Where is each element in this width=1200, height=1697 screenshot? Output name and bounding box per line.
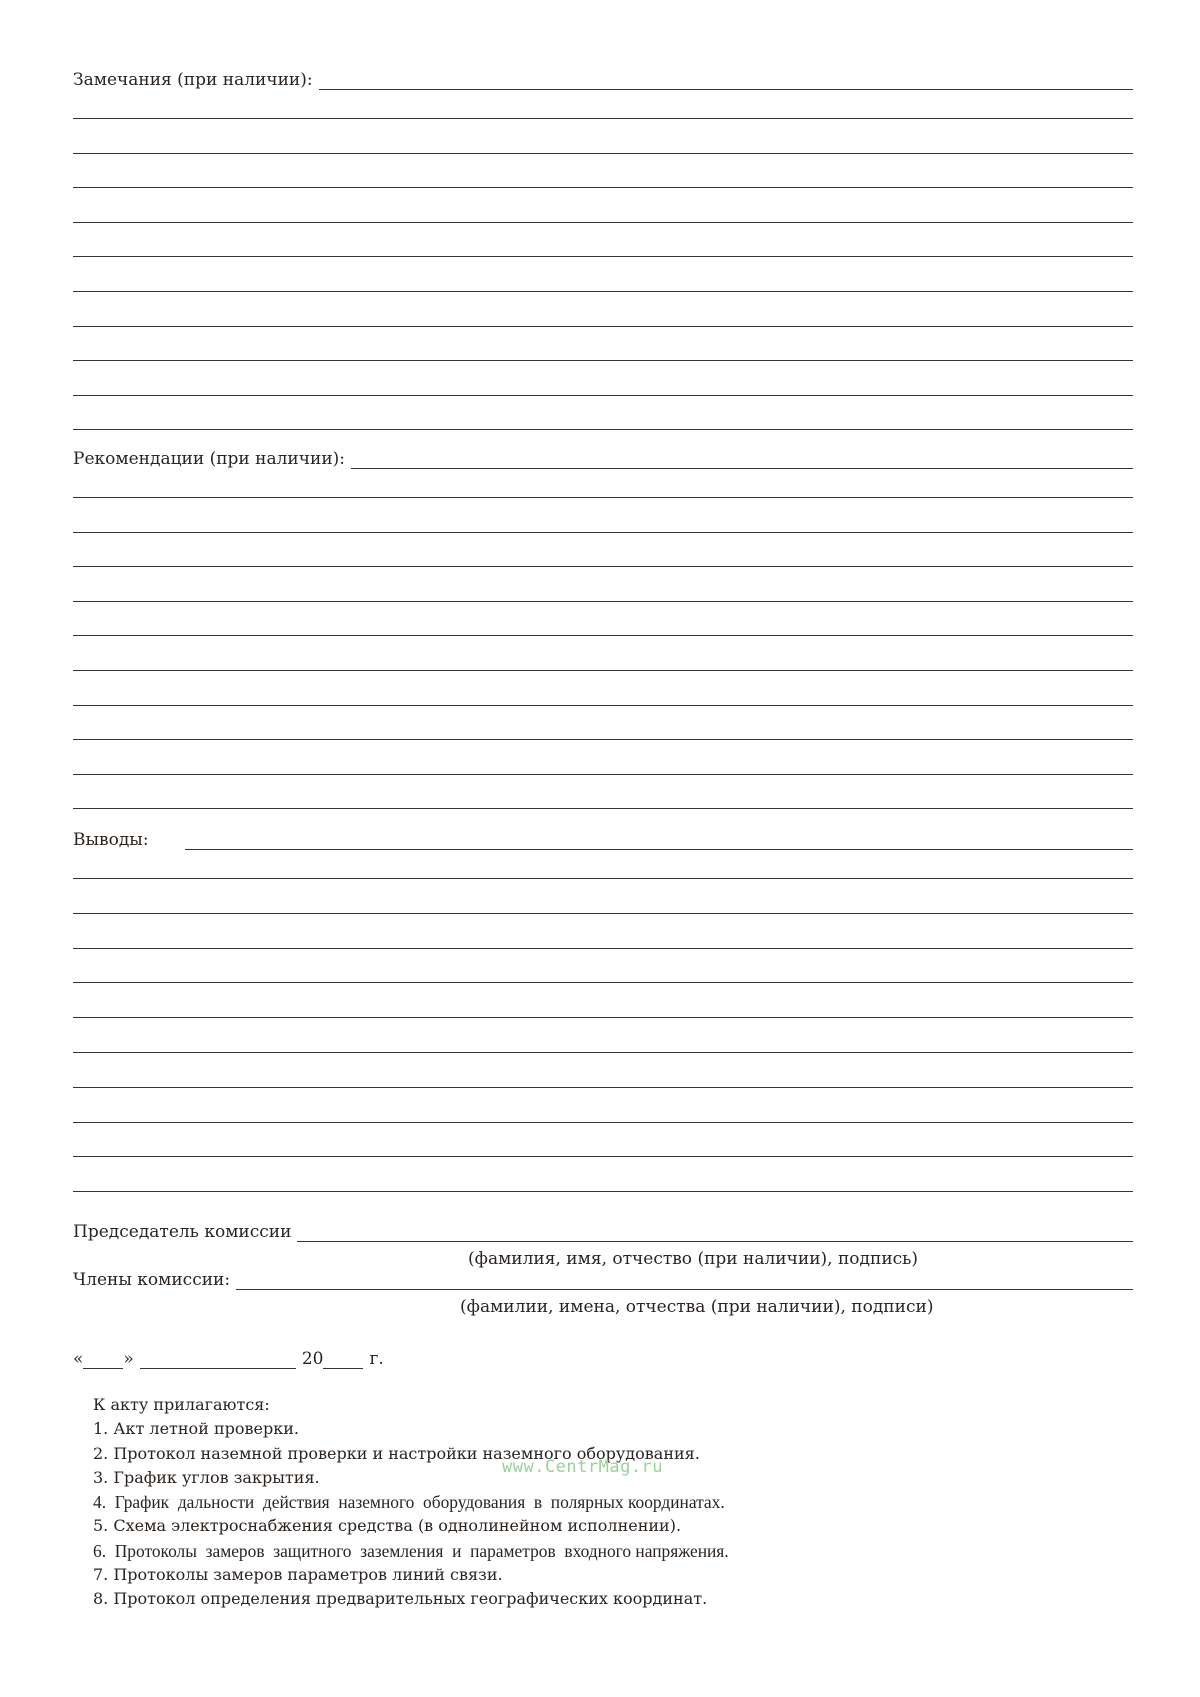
- conclusions-blank-line[interactable]: [73, 1017, 1133, 1018]
- conclusions-blank-line[interactable]: [73, 1191, 1133, 1192]
- recommendations-blank-line[interactable]: [73, 808, 1133, 809]
- recommendations-row: [73, 445, 1133, 469]
- attachment-item: 4. График дальности действия наземного оборудования в полярных координатах.: [93, 1492, 725, 1513]
- recommendations-blank-line[interactable]: [73, 705, 1133, 706]
- conclusions-label: Выводы:: [73, 830, 149, 850]
- date-year-field[interactable]: [323, 1350, 363, 1369]
- recommendations-blank-line[interactable]: [73, 670, 1133, 671]
- conclusions-blank-line[interactable]: [73, 1052, 1133, 1053]
- conclusions-blank-line[interactable]: [73, 948, 1133, 949]
- remarks-blank-line[interactable]: [73, 395, 1133, 396]
- remarks-blank-line[interactable]: [73, 222, 1133, 223]
- attachment-item: 3. График углов закрытия.: [93, 1467, 320, 1487]
- remarks-blank-line[interactable]: [73, 187, 1133, 188]
- recommendations-blank-line[interactable]: [73, 601, 1133, 602]
- remarks-blank-line[interactable]: [73, 291, 1133, 292]
- chairman-label: Председатель комиссии: [73, 1222, 292, 1242]
- conclusions-field-first-line[interactable]: [185, 831, 1133, 850]
- recommendations-blank-line[interactable]: [73, 774, 1133, 775]
- watermark: www.CentrMag.ru: [502, 1457, 664, 1477]
- recommendations-label: Рекомендации (при наличии):: [73, 449, 346, 469]
- chairman-signature-field[interactable]: [297, 1223, 1133, 1242]
- recommendations-field-first-line[interactable]: [351, 450, 1133, 469]
- attachment-item: 6. Протоколы замеров защитного заземления и параметров входного напряжения.: [93, 1540, 729, 1561]
- conclusions-blank-line[interactable]: [73, 982, 1133, 983]
- members-caption: (фамилии, имена, отчества (при наличии), подписи): [460, 1297, 934, 1317]
- conclusions-blank-line[interactable]: [73, 878, 1133, 879]
- date-year-prefix: 20: [301, 1349, 324, 1369]
- conclusions-blank-line[interactable]: [73, 913, 1133, 914]
- date-open-quote: «: [73, 1349, 84, 1369]
- date-day-field[interactable]: [83, 1350, 123, 1369]
- date-close-quote: »: [123, 1349, 134, 1369]
- attachment-item: 1. Акт летной проверки.: [93, 1419, 299, 1439]
- remarks-row: [73, 66, 1133, 90]
- recommendations-blank-line[interactable]: [73, 497, 1133, 498]
- remarks-blank-line[interactable]: [73, 429, 1133, 430]
- attachment-item: 5. Схема электроснабжения средства (в однолинейном исполнении).: [93, 1516, 682, 1536]
- date-row: [73, 1345, 384, 1369]
- remarks-field-first-line[interactable]: [319, 71, 1133, 90]
- date-year-suffix: г.: [369, 1349, 384, 1369]
- chairman-row: [73, 1218, 1133, 1242]
- recommendations-blank-line[interactable]: [73, 532, 1133, 533]
- conclusions-blank-line[interactable]: [73, 1122, 1133, 1123]
- members-row: [73, 1266, 1133, 1290]
- attachment-item: 8. Протокол определения предварительных географических координат.: [93, 1589, 708, 1609]
- members-signature-field[interactable]: [236, 1271, 1133, 1290]
- remarks-blank-line[interactable]: [73, 153, 1133, 154]
- members-label: Члены комиссии:: [73, 1270, 231, 1290]
- recommendations-blank-line[interactable]: [73, 566, 1133, 567]
- date-month-field[interactable]: [140, 1350, 296, 1369]
- remarks-blank-line[interactable]: [73, 118, 1133, 119]
- conclusions-row: [73, 826, 1133, 850]
- conclusions-blank-line[interactable]: [73, 1156, 1133, 1157]
- conclusions-blank-line[interactable]: [73, 1087, 1133, 1088]
- recommendations-blank-line[interactable]: [73, 739, 1133, 740]
- remarks-blank-line[interactable]: [73, 256, 1133, 257]
- remarks-label: Замечания (при наличии):: [73, 70, 313, 90]
- attachments-list: [93, 1393, 729, 1612]
- chairman-caption: (фамилия, имя, отчество (при наличии), подпись): [468, 1249, 919, 1269]
- attachments-heading: К акту прилагаются:: [93, 1395, 270, 1414]
- attachment-item: 2. Протокол наземной проверки и настройки наземного оборудования.: [93, 1443, 700, 1463]
- recommendations-blank-line[interactable]: [73, 635, 1133, 636]
- remarks-blank-line[interactable]: [73, 360, 1133, 361]
- remarks-blank-line[interactable]: [73, 326, 1133, 327]
- attachment-item: 7. Протоколы замеров параметров линий связи.: [93, 1565, 503, 1585]
